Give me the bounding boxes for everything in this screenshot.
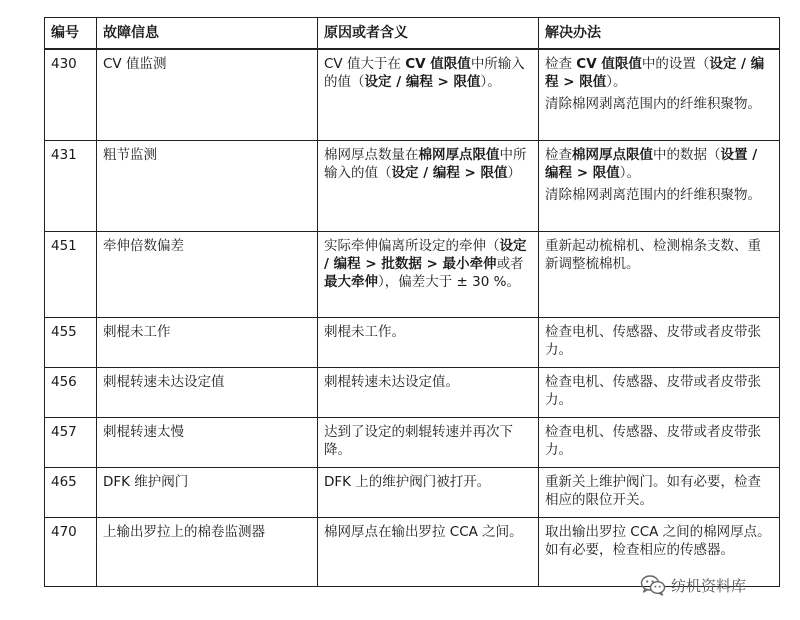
text-run: ），偏差大于 ± 30 %。	[378, 274, 520, 290]
table-row	[45, 418, 780, 468]
fault-solution	[539, 318, 780, 368]
fault-message: 上输出罗拉上的棉卷监测器	[97, 518, 318, 587]
fault-message: 刺棍未工作	[97, 318, 318, 368]
bold-term: 设定 / 编程 > 限值	[391, 165, 508, 181]
header-message: 故障信息	[97, 18, 318, 50]
cell-paragraph	[545, 237, 773, 273]
text-run: 清除棉网剥离范围内的纤维积聚物。	[545, 96, 761, 112]
cell-paragraph	[545, 323, 773, 359]
cell-paragraph	[545, 423, 773, 459]
text-run: 棉网厚点在输出罗拉 CCA 之间。	[324, 524, 523, 540]
wechat-icon	[640, 574, 666, 596]
text-run: 检查	[545, 147, 572, 163]
fault-code-table	[44, 17, 780, 587]
fault-solution	[539, 468, 780, 518]
header-code: 编号	[45, 18, 97, 50]
cell-paragraph	[324, 423, 532, 459]
fault-cause	[318, 368, 539, 418]
fault-code: 451	[45, 232, 97, 318]
fault-cause	[318, 141, 539, 232]
fault-code: 456	[45, 368, 97, 418]
text-run: 中所输入的值（	[324, 56, 525, 90]
cell-paragraph	[324, 523, 532, 541]
bold-term: 设置 / 编程 > 限值	[545, 147, 758, 181]
text-run: 中的设置（	[641, 56, 710, 72]
text-run: 重新起动梳棉机、检测棉条支数、重新调整梳棉机。	[545, 238, 761, 272]
fault-cause	[318, 318, 539, 368]
text-run: DFK 上的维护阀门被打开。	[324, 474, 491, 490]
fault-code: 455	[45, 318, 97, 368]
text-run: ）	[507, 165, 522, 181]
fault-message: 牵伸倍数偏差	[97, 232, 318, 318]
cell-paragraph	[545, 55, 773, 91]
text-run: 或者	[496, 256, 524, 272]
header-cause: 原因或者含义	[318, 18, 539, 50]
fault-cause	[318, 232, 539, 318]
fault-solution	[539, 141, 780, 232]
table-body	[45, 49, 780, 587]
text-run: 中所输入的值（	[324, 147, 527, 181]
cell-paragraph	[545, 373, 773, 409]
fault-solution	[539, 368, 780, 418]
fault-code: 470	[45, 518, 97, 587]
text-run: 检查电机、传感器、皮带或者皮带张力。	[545, 424, 761, 458]
cell-paragraph	[324, 323, 532, 341]
text-run: 达到了设定的刺辊转速并再次下降。	[324, 424, 513, 458]
text-run: 检查电机、传感器、皮带或者皮带张力。	[545, 374, 761, 408]
fault-message: 刺棍转速太慢	[97, 418, 318, 468]
fault-cause	[318, 518, 539, 587]
bold-term: CV 值限值	[576, 56, 642, 72]
text-run: CV 值大于在	[324, 56, 406, 72]
watermark	[640, 574, 746, 596]
text-run: 实际牵伸偏离所设定的牵伸（	[324, 238, 500, 254]
table-row	[45, 468, 780, 518]
cell-paragraph	[545, 146, 773, 182]
bold-term: 设定 / 编程 > 限值	[364, 74, 481, 90]
text-run: 清除棉网剥离范围内的纤维积聚物。	[545, 187, 761, 203]
text-run: 棉网厚点数量在	[324, 147, 419, 163]
text-run: ）。	[619, 165, 640, 181]
text-run: ）。	[480, 74, 501, 90]
text-run: 检查	[545, 56, 577, 72]
cell-paragraph	[545, 186, 773, 204]
bold-term: 棉网厚点限值	[418, 147, 500, 163]
fault-code: 431	[45, 141, 97, 232]
table-row	[45, 141, 780, 232]
fault-code: 465	[45, 468, 97, 518]
bold-term: 最大牵伸	[324, 274, 378, 290]
text-run: 刺棍转速未达设定值。	[324, 374, 459, 390]
text-run: 中的数据（	[653, 147, 721, 163]
cell-paragraph	[545, 523, 773, 559]
cell-paragraph	[324, 237, 532, 291]
fault-message: DFK 维护阀门	[97, 468, 318, 518]
fault-solution	[539, 232, 780, 318]
table-row	[45, 232, 780, 318]
cell-paragraph	[324, 373, 532, 391]
bold-term: 棉网厚点限值	[572, 147, 653, 163]
cell-paragraph	[324, 473, 532, 491]
bold-term: CV 值限值	[405, 56, 471, 72]
bold-term: 设定 / 编程 > 批数据 > 最小牵伸	[324, 238, 527, 272]
header-row	[45, 18, 780, 50]
fault-cause	[318, 468, 539, 518]
text-run: ）。	[606, 74, 627, 90]
fault-solution	[539, 418, 780, 468]
fault-code: 457	[45, 418, 97, 468]
bold-term: 设定 / 编程 > 限值	[545, 56, 765, 90]
fault-message: 刺棍转速未达设定值	[97, 368, 318, 418]
watermark-text: 纺机资料库	[671, 576, 747, 595]
text-run: 取出输出罗拉 CCA 之间的棉网厚点。如有必要，检查相应的传感器。	[545, 524, 771, 558]
fault-cause	[318, 418, 539, 468]
cell-paragraph	[324, 55, 532, 91]
table-header	[45, 18, 780, 50]
cell-paragraph	[545, 95, 773, 113]
fault-cause	[318, 49, 539, 141]
table-row	[45, 49, 780, 141]
text-run: 刺棍未工作。	[324, 324, 405, 340]
fault-code: 430	[45, 49, 97, 141]
cell-paragraph	[324, 146, 532, 182]
fault-message: 粗节监测	[97, 141, 318, 232]
text-run: 检查电机、传感器、皮带或者皮带张力。	[545, 324, 761, 358]
table-row	[45, 368, 780, 418]
header-solution: 解决办法	[539, 18, 780, 50]
fault-message: CV 值监测	[97, 49, 318, 141]
table-row	[45, 318, 780, 368]
text-run: 重新关上维护阀门。如有必要，检查相应的限位开关。	[545, 474, 761, 508]
fault-solution	[539, 49, 780, 141]
cell-paragraph	[545, 473, 773, 509]
